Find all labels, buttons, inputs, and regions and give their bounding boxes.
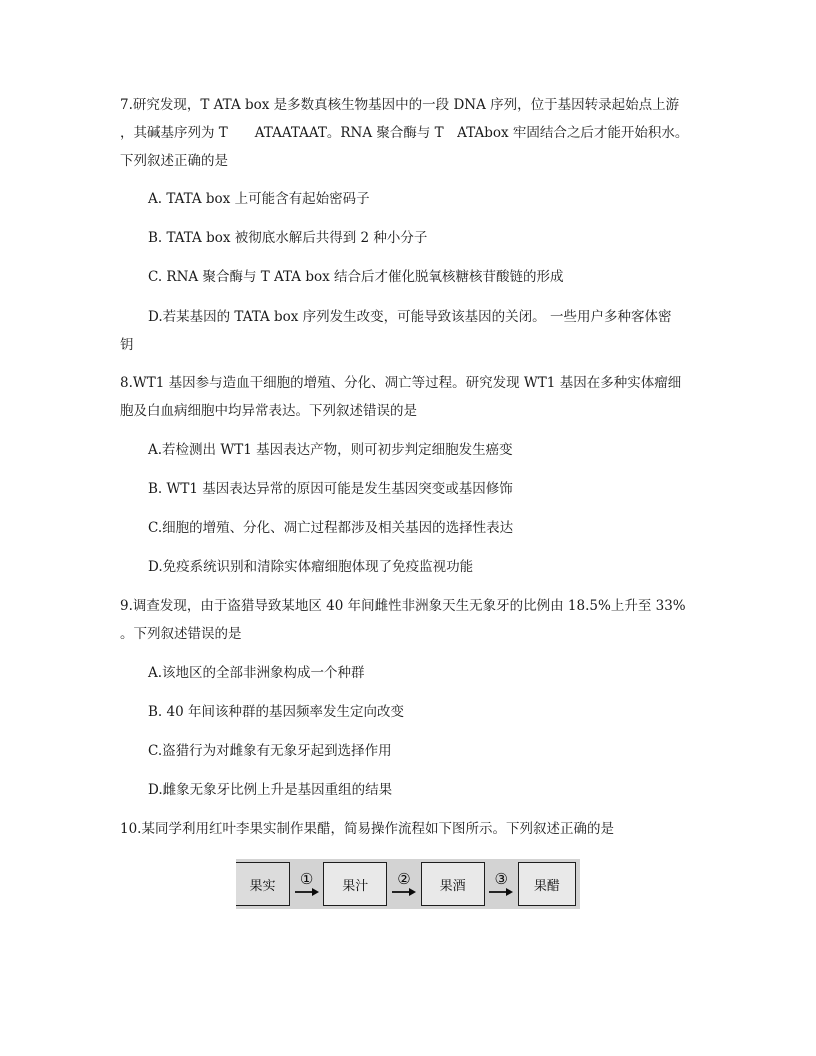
q7-option-d-line-1: D.若某基因的 TATA box 序列发生改变，可能导致该基因的关闭。 一些用户多种客体密 (148, 309, 672, 325)
q7-option-d-line-2: 钥 (120, 337, 134, 353)
flow-box-juice: 果汁 (323, 862, 387, 906)
q7-option-c: C. RNA 聚合酶与 T ATA box 结合后才催化脱氧核糖核苷酸链的形成 (148, 269, 564, 285)
flow-box-fruit: 果实 (236, 862, 290, 906)
q7-line-1: 7.研究发现，T ATA box 是多数真核生物基因中的一段 DNA 序列，位于基因转录起始点上游 (120, 97, 680, 113)
q9-option-b: B. 40 年间该种群的基因频率发生定向改变 (148, 704, 404, 720)
flow-step-3-label: ③ (494, 870, 508, 888)
arrow-right-icon (294, 887, 320, 897)
q9-option-a: A.该地区的全部非洲象构成一个种群 (148, 665, 365, 681)
process-flow-diagram (236, 859, 580, 909)
arrow-right-icon (488, 887, 514, 897)
flow-step-1 (292, 862, 322, 906)
q8-option-b: B. WT1 基因表达异常的原因可能是发生基因突变或基因修饰 (148, 481, 513, 497)
q8-line-2: 胞及白血病细胞中均异常表达。下列叙述错误的是 (120, 403, 417, 419)
flow-box-wine: 果酒 (421, 862, 485, 906)
q10-line-1: 10.某同学利用红叶李果实制作果醋，简易操作流程如下图所示。下列叙述正确的是 (120, 821, 614, 837)
q9-line-1: 9.调查发现，由于盗猎导致某地区 40 年间雌性非洲象天生无象牙的比例由 18.5%上升至 33% (120, 598, 686, 614)
q9-option-c: C.盗猎行为对雌象有无象牙起到选择作用 (148, 743, 392, 759)
flow-step-2 (389, 862, 419, 906)
q9-option-d: D.雌象无象牙比例上升是基因重组的结果 (148, 782, 393, 798)
arrow-right-icon (391, 887, 417, 897)
q8-option-c: C.细胞的增殖、分化、凋亡过程都涉及相关基因的选择性表达 (148, 520, 514, 536)
flow-step-1-label: ① (299, 870, 314, 888)
q8-line-1: 8.WT1 基因参与造血干细胞的增殖、分化、凋亡等过程。研究发现 WT1 基因在多种实体瘤细 (120, 375, 682, 391)
q9-line-2: 。下列叙述错误的是 (120, 626, 242, 642)
q7-option-b: B. TATA box 被彻底水解后共得到 2 种小分子 (148, 230, 428, 246)
q7-line-3: 下列叙述正确的是 (120, 153, 228, 169)
q7-line-2: ，其碱基序列为 T ATAATAAT。RNA 聚合酶与 T ATAbox 牢固结合之后才能开始积水。 (120, 125, 689, 141)
flow-step-3 (486, 862, 516, 906)
q8-option-d: D.免疫系统识别和清除实体瘤细胞体现了免疫监视功能 (148, 559, 474, 575)
q7-option-a: A. TATA box 上可能含有起始密码子 (148, 191, 370, 207)
flow-step-2-label: ② (397, 870, 411, 888)
q8-option-a: A.若检测出 WT1 基因表达产物，则可初步判定细胞发生癌变 (148, 442, 513, 458)
flow-box-vinegar: 果醋 (518, 862, 576, 906)
